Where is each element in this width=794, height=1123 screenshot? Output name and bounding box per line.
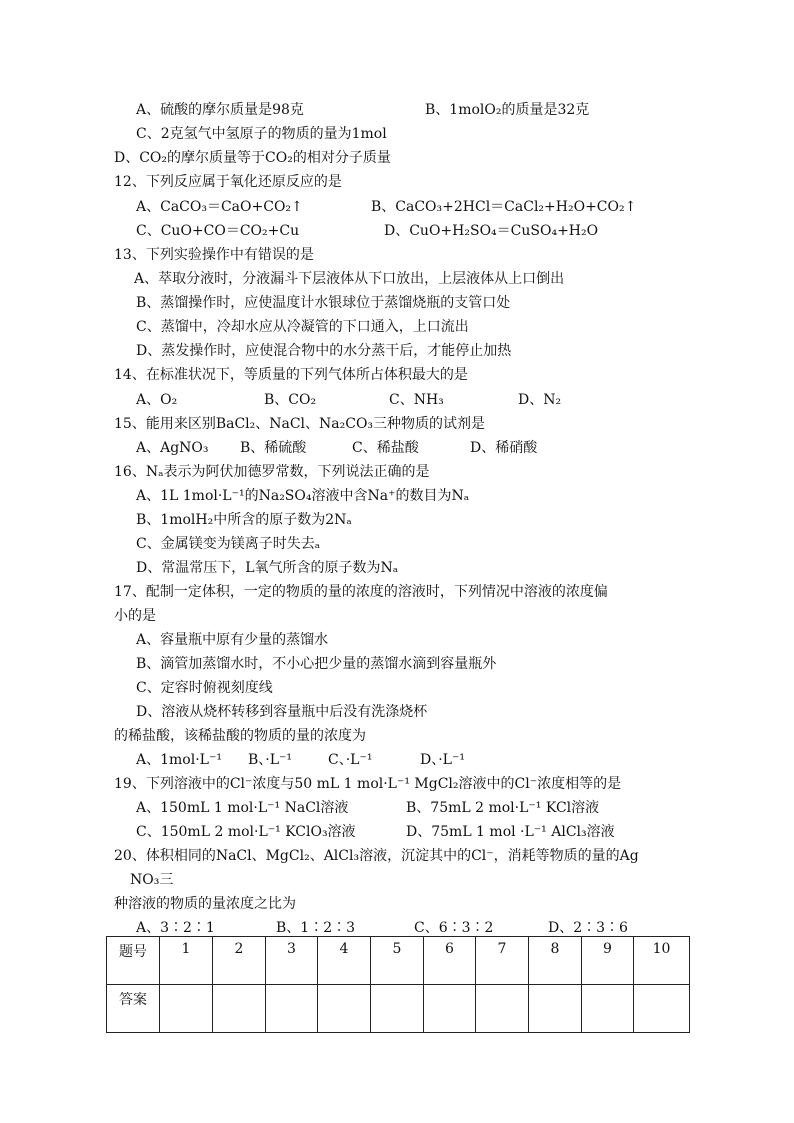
answer-table-answer-row <box>107 985 690 1033</box>
question-number-cell: 9 <box>582 937 634 985</box>
q20-option-b: B、1∶2∶3 <box>276 920 356 936</box>
q18-option-b: B、·L⁻¹ <box>248 752 293 768</box>
q17-option-b: B、滴管加蒸馏水时，不小心把少量的蒸馏水滴到容量瓶外 <box>136 656 497 672</box>
q20-stem: 20、体积相同的NaCl、MgCl₂、AlCl₃溶液，沉淀其中的Cl⁻，消耗等物质的量的Ag <box>114 848 639 864</box>
q11-option-c: C、2克氢气中氢原子的物质的量为1mol <box>136 126 387 142</box>
q12-option-d: D、CuO+H₂SO₄＝CuSO₄+H₂O <box>384 223 599 239</box>
question-number-cell: 7 <box>476 937 529 985</box>
q20-option-a: A、3∶2∶1 <box>136 920 215 936</box>
question-number-cell: 1 <box>160 937 213 985</box>
q13-option-c: C、蒸馏中，冷却水应从冷凝管的下口通入，上口流出 <box>136 319 469 335</box>
q13-option-b: B、蒸馏操作时，应使温度计水银球位于蒸馏烧瓶的支管口处 <box>136 295 511 311</box>
q15-option-d: D、稀硝酸 <box>470 440 538 456</box>
q15-option-a: A、AgNO₃ <box>136 440 209 456</box>
q19-option-c: C、150mL 2 mol·L⁻¹ KClO₃溶液 <box>136 824 356 840</box>
q12-option-b: B、CaCO₃+2HCl＝CaCl₂+H₂O+CO₂↑ <box>371 199 637 215</box>
question-number-cell: 8 <box>529 937 582 985</box>
q11-option-a: A、硫酸的摩尔质量是98克 <box>136 102 304 118</box>
q13-stem: 13、下列实验操作中有错误的是 <box>114 247 314 263</box>
q11-option-b: B、1molO₂的质量是32克 <box>425 102 590 118</box>
question-number-cell: 6 <box>424 937 476 985</box>
q18-option-d: D、·L⁻¹ <box>420 752 465 768</box>
q19-stem: 19、下列溶液中的Cl⁻浓度与50 mL 1 mol·L⁻¹ MgCl₂溶液中的Cl⁻浓度相等的是 <box>114 776 622 792</box>
question-number-cell: 2 <box>213 937 266 985</box>
question-number-cell: 5 <box>371 937 424 985</box>
q20-option-d: D、2∶3∶6 <box>548 920 628 936</box>
q20-stem-continued-2: 种溶液的物质的量浓度之比为 <box>114 896 296 912</box>
answer-cell[interactable] <box>213 985 266 1033</box>
q19-option-d: D、75mL 1 mol ·L⁻¹ AlCl₃溶液 <box>406 824 615 840</box>
answer-cell[interactable] <box>160 985 213 1033</box>
answer-table <box>106 936 690 1033</box>
q19-option-a: A、150mL 1 mol·L⁻¹ NaCl溶液 <box>136 800 349 816</box>
answer-cell[interactable] <box>582 985 634 1033</box>
answer-cell[interactable] <box>371 985 424 1033</box>
q14-option-d: D、N₂ <box>518 392 562 408</box>
q12-option-a: A、CaCO₃＝CaO+CO₂↑ <box>136 199 303 215</box>
q16-option-d: D、常温常压下，L氧气所含的原子数为Nₐ <box>136 560 399 576</box>
q17-stem: 17、配制一定体积，一定的物质的量的浓度的溶液时，下列情况中溶液的浓度偏 <box>114 584 608 600</box>
answer-cell[interactable] <box>266 985 318 1033</box>
q16-option-c: C、金属镁变为镁离子时失去ₐ <box>136 536 321 552</box>
question-number-cell: 4 <box>318 937 371 985</box>
question-number-cell: 10 <box>634 937 690 985</box>
q19-option-b: B、75mL 2 mol·L⁻¹ KCl溶液 <box>406 800 600 816</box>
q12-option-c: C、CuO+CO＝CO₂+Cu <box>136 223 300 239</box>
q16-option-b: B、1molH₂中所含的原子数为2Nₐ <box>136 512 352 528</box>
answer-cell[interactable] <box>318 985 371 1033</box>
answer-label: 答案 <box>107 985 160 1033</box>
q14-option-a: A、O₂ <box>136 392 178 408</box>
q16-stem: 16、Nₐ表示为阿伏加德罗常数，下列说法正确的是 <box>114 464 430 480</box>
q20-stem-continued-1: NO₃三 <box>130 872 174 888</box>
q17-option-c: C、定容时俯视刻度线 <box>136 680 273 696</box>
q14-option-c: C、NH₃ <box>389 392 444 408</box>
answer-table-header-row <box>107 937 690 985</box>
q12-stem: 12、下列反应属于氧化还原反应的是 <box>114 174 342 190</box>
q14-stem: 14、在标准状况下，等质量的下列气体所占体积最大的是 <box>114 367 468 383</box>
q14-option-b: B、CO₂ <box>264 392 317 408</box>
question-number-label: 题号 <box>107 937 160 985</box>
q18-option-a: A、1mol·L⁻¹ <box>136 752 222 768</box>
q18-option-c: C、·L⁻¹ <box>328 752 373 768</box>
q18-stem: 的稀盐酸，该稀盐酸的物质的量的浓度为 <box>114 728 366 744</box>
q11-option-d: D、CO₂的摩尔质量等于CO₂的相对分子质量 <box>114 150 391 166</box>
answer-cell[interactable] <box>476 985 529 1033</box>
q15-option-c: C、稀盐酸 <box>352 440 419 456</box>
q13-option-a: A、萃取分液时，分液漏斗下层液体从下口放出，上层液体从上口倒出 <box>134 271 565 287</box>
q17-stem-continued: 小的是 <box>114 608 156 624</box>
q15-stem: 15、能用来区别BaCl₂、NaCl、Na₂CO₃三种物质的试剂是 <box>114 416 486 432</box>
answer-cell[interactable] <box>424 985 476 1033</box>
q16-option-a: A、1L 1mol·L⁻¹的Na₂SO₄溶液中含Na⁺的数目为Nₐ <box>136 488 470 504</box>
q17-option-d: D、溶液从烧杯转移到容量瓶中后没有洗涤烧杯 <box>136 704 428 720</box>
q13-option-d: D、蒸发操作时，应使混合物中的水分蒸干后，才能停止加热 <box>136 343 512 359</box>
q17-option-a: A、容量瓶中原有少量的蒸馏水 <box>136 632 329 648</box>
question-number-cell: 3 <box>266 937 318 985</box>
answer-cell[interactable] <box>529 985 582 1033</box>
q20-option-c: C、6∶3∶2 <box>414 920 494 936</box>
answer-cell[interactable] <box>634 985 690 1033</box>
q15-option-b: B、稀硫酸 <box>240 440 307 456</box>
